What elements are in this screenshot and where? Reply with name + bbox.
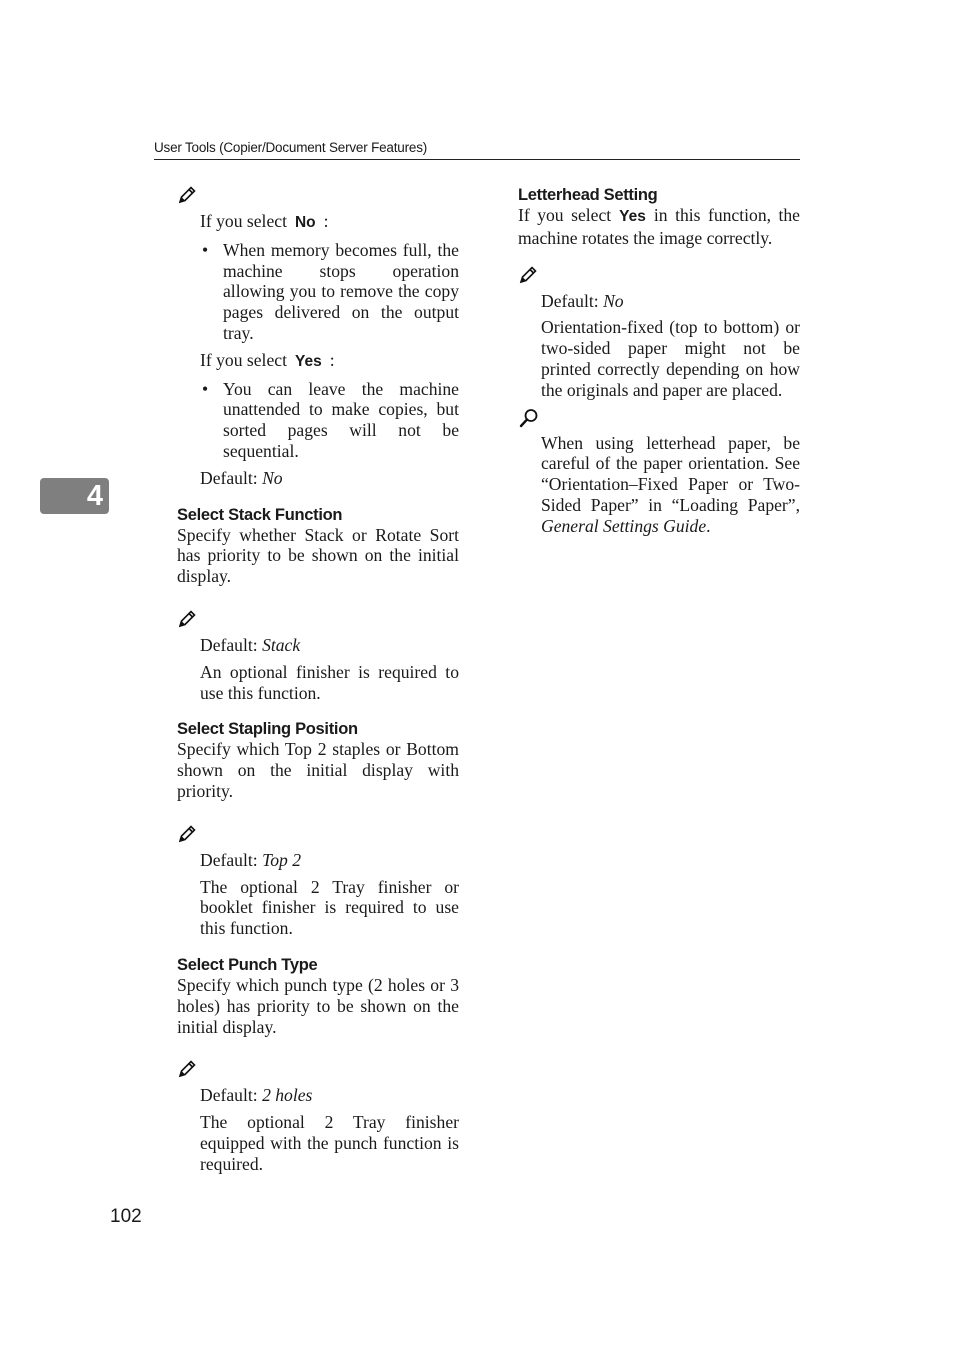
pencil-note-icon (177, 609, 197, 629)
note-if-yes: If you select Yes : (200, 349, 335, 370)
no-bullet-list (200, 240, 459, 344)
yes-key-label: Yes (294, 352, 322, 370)
pencil-note-icon (177, 824, 197, 844)
section-heading: Select Stack Function (177, 505, 343, 524)
pencil-note-icon (518, 265, 538, 285)
note-if-no: If you select No : (200, 211, 329, 231)
section-body: Specify which Top 2 staples or Bottom shown on the initial display with priority. (177, 739, 459, 801)
page-number: 102 (110, 1206, 142, 1227)
note-text: The optional 2 Tray finisher or booklet finisher is required to use this function. (200, 876, 459, 939)
running-header-title: User Tools (Copier/Document Server Features) (154, 140, 428, 155)
default-line: Default: Stack (200, 634, 301, 655)
note-text: The optional 2 Tray finisher equipped with the punch function is required. (200, 1112, 459, 1174)
list-item: • You can leave the machine unattended to make copies, but sorted pages will not be sequential. (202, 378, 459, 461)
default-line: Default: No (200, 467, 283, 488)
section-body: Specify whether Stack or Rotate Sort has priority to be shown on the initial display. (177, 524, 459, 587)
chapter-number: 4 (86, 480, 103, 512)
chapter-tab (40, 478, 109, 514)
no-key-label: No (294, 214, 316, 231)
reference-text: When using letterhead paper, be careful of the paper orientation. See “Orientation–Fixed Paper or Two-Sided Paper” in “Loading Paper”, General Settings Guide. (541, 432, 800, 536)
pencil-note-icon (177, 1059, 197, 1079)
pencil-note-icon (177, 185, 197, 205)
section-body: If you select Yes in this function, the machine rotates the image correctly. (518, 205, 800, 248)
running-header (154, 139, 800, 160)
yes-bullet-list (200, 379, 459, 462)
yes-key-label: Yes (619, 208, 646, 225)
section-heading: Select Punch Type (177, 955, 318, 974)
section-heading: Letterhead Setting (518, 186, 658, 204)
default-line: Default: Top 2 (200, 849, 302, 870)
section-heading: Select Stapling Position (177, 720, 358, 739)
magnifier-reference-icon (518, 407, 538, 427)
default-line: Default: 2 holes (200, 1085, 313, 1106)
note-text: An optional finisher is required to use this function. (200, 661, 459, 703)
section-body: Specify which punch type (2 holes or 3 holes) has priority to be shown on the initial display. (177, 974, 459, 1037)
list-item: • When memory becomes full, the machine stops operation allowing you to remove the copy pages delivered on the output tray. (202, 239, 459, 343)
left-column (177, 185, 459, 1175)
note-text: Orientation-fixed (top to bottom) or two-sided paper might not be printed correctly depending on how the originals and paper are placed. (541, 317, 800, 400)
default-line: Default: No (541, 290, 624, 311)
right-column (518, 185, 800, 537)
